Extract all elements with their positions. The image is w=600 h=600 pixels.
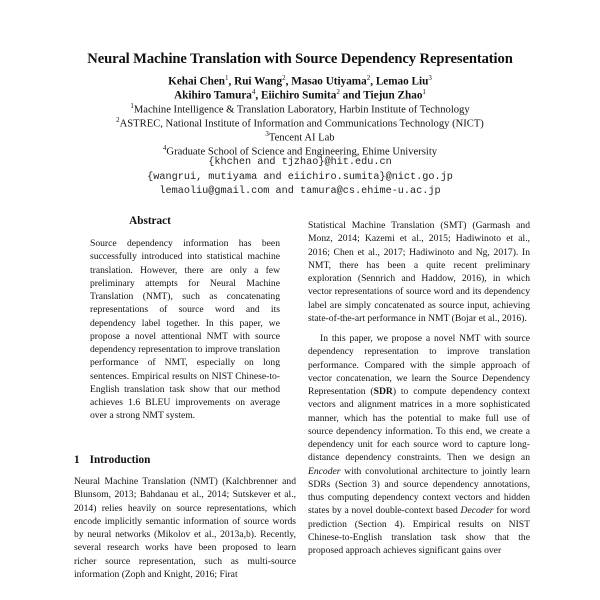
right-column-body bbox=[308, 219, 530, 557]
author-name: Rui Wang bbox=[234, 75, 283, 88]
affiliation-2: $^2$ASTREC, National Institute of Information and Communications Technology (NICT) bbox=[116, 116, 484, 130]
right-paragraph-1: Statistical Machine Translation (SMT) (Garmash and Monz, 2014; Kazemi et al., 2015; Hadiwinoto et al., 2016; Chen et al., 2017; Hadiwinoto and Ng, 2017). In NMT, there has been a quite recent preliminary exploration (Sennrich and Haddow, 2016), in which vector representations of source word and its dependency label are simply concatenated as source input, achieving state-of-the-art performance in NMT (Bojar et al., 2016). bbox=[308, 220, 530, 324]
author-line-1: Kehai Chen$^1$, Rui Wang$^2$, Masao Utiyama$^2$, Lemao Liu$^3$ bbox=[168, 74, 432, 88]
author-name: Lemao Liu bbox=[375, 75, 429, 88]
author-name: Tiejun Zhao bbox=[363, 89, 423, 102]
right-paragraph-2: In this paper, we propose a novel NMT with source dependency representation to improve translation performance. Compared with the simple approach of vector concatenation, we learn the Source Dependency Representation (SDR) to compute dependency context vectors and alignment matrices in a more sophisticated manner, which has the potential to make full use of source dependency information. To this end, we create a dependency unit for each source word to capture long-distance dependency constraints. Then we design an Encoder with convolutional architecture to jointly learn SDRs (Section 3) and source dependency annotations, thus computing dependency context vectors and hidden states by a novel double-context based Decoder for word prediction (Section 4). Empirical results on NIST Chinese-to-English translation task show that the proposed approach achieves significant gains over bbox=[308, 333, 530, 556]
decoder-term: Decoder bbox=[460, 505, 494, 517]
encoder-term: Encoder bbox=[308, 465, 341, 477]
affiliation-3: $^3$Tencent AI Lab bbox=[265, 130, 335, 144]
paper-title: Neural Machine Translation with Source Dependency Representation bbox=[87, 51, 513, 67]
affiliation-4: $^4$Graduate School of Science and Engineering, Ehime University bbox=[162, 144, 438, 158]
author-name: Akihiro Tamura bbox=[174, 89, 252, 102]
author-line-2: Akihiro Tamura$^4$, Eiichiro Sumita$^2$ and Tiejun Zhao$^1$ bbox=[174, 88, 426, 102]
author-name: Kehai Chen bbox=[168, 75, 226, 88]
sdr-term: SDR bbox=[373, 386, 393, 397]
author-name: Eiichiro Sumita bbox=[260, 89, 337, 102]
abstract-heading: Abstract bbox=[129, 215, 171, 227]
affiliation-1: $^1$Machine Intelligence & Translation Laboratory, Harbin Institute of Technology bbox=[130, 102, 470, 116]
email-line-1: {khchen and tjzhao}@hit.edu.cn bbox=[208, 157, 392, 168]
email-line-2: {wangrui, mutiyama and eiichiro.sumita}@nict.go.jp bbox=[147, 172, 453, 183]
introduction-body: Neural Machine Translation (NMT) (Kalchbrenner and Blunsom, 2013; Bahdanau et al., 2014; Sutskever et al., 2014) relies heavily on source representations, which encode implicitly semantic information of source words by neural networks (Mikolov et al., 2013a,b). Recently, several research works have been proposed to learn richer source representation, such as multi-source information (Zoph and Knight, 2016; Firat bbox=[74, 476, 296, 580]
abstract-body: Source dependency information has been successfully introduced into statistical machine translation. However, there are only a few preliminary attempts for Neural Machine Translation (NMT), such as concatenating representations of source word and its dependency label together. In this paper, we propose a novel attentional NMT with source dependency representation to improve translation performance of NMT, especially on long sentences. Empirical results on NIST Chinese-to-English translation task show that our method achieves 1.6 BLEU improvements on average over a strong NMT system. bbox=[90, 238, 280, 422]
section-heading-introduction: 1 Introduction bbox=[74, 454, 151, 466]
email-line-3: lemaoliu@gmail.com and tamura@cs.ehime-u.ac.jp bbox=[159, 186, 441, 197]
author-name: Masao Utiyama bbox=[291, 75, 367, 88]
